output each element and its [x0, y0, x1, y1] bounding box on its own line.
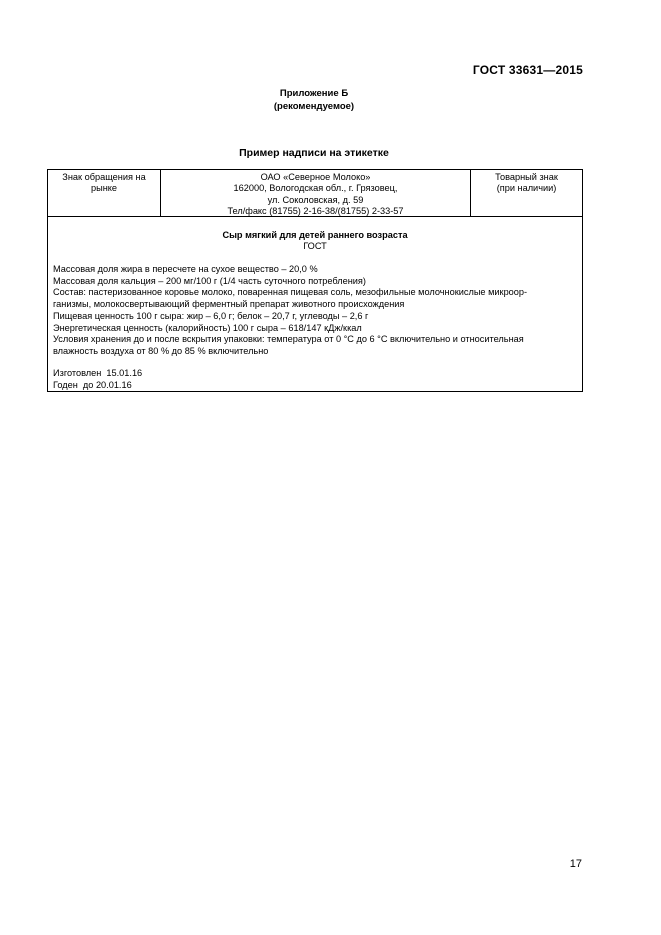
market-mark-line: Знак обращения на — [62, 172, 146, 182]
manufacturer-address: 162000, Вологодская обл., г. Грязовец, — [233, 183, 398, 194]
manufacturer-cell — [161, 170, 471, 216]
info-line: ганизмы, молокосвертывающий ферментный препарат животного происхождения — [53, 299, 405, 310]
appendix-status: (рекомендуемое) — [273, 100, 355, 112]
label-header-row — [48, 170, 582, 217]
manufactured-date: Изготовлен 15.01.16 — [53, 368, 143, 378]
page-number: 17 — [569, 858, 582, 870]
trademark-line: (при наличии) — [496, 183, 557, 194]
market-mark-cell — [48, 170, 161, 216]
info-line: Массовая доля кальция – 200 мг/100 г (1/4 часть суточного потребления) — [53, 275, 366, 286]
label-body — [48, 216, 582, 391]
label-example-table — [47, 169, 583, 392]
info-line: Энергетическая ценность (калорийность) 100 г сыра – 618/147 кДж/ккал — [53, 322, 362, 333]
product-standard: ГОСТ — [303, 241, 327, 251]
standard-code: ГОСТ 33631—2015 — [472, 63, 583, 77]
manufacturer-street: ул. Соколовская, д. 59 — [267, 194, 364, 205]
info-line: Пищевая ценность 100 г сыра: жир – 6,0 г; белок – 20,7 г, углеводы – 2,6 г — [53, 310, 369, 321]
trademark-line: Товарный знак — [495, 172, 558, 182]
trademark-cell — [471, 170, 582, 216]
example-title: Пример надписи на этикетке — [239, 147, 389, 159]
info-line: влажность воздуха от 80 % до 85 % включительно — [53, 345, 269, 356]
manufacturer-phone: Тел/факс (81755) 2-16-38/(81755) 2-33-57 — [227, 205, 404, 216]
product-info — [53, 264, 578, 358]
best-before-date: Годен до 20.01.16 — [53, 379, 132, 390]
info-line: Состав: пастеризованное коровье молоко, поваренная пищевая соль, мезофильные молочнокислые микроор- — [53, 287, 528, 298]
product-name: Сыр мягкий для детей раннего возраста — [222, 230, 408, 240]
date-block — [53, 368, 142, 391]
appendix-title: Приложение Б — [279, 88, 349, 99]
info-line: Условия хранения до и после вскрытия упаковки: температура от 0 °С до 6 °С включительно и относительная — [53, 334, 524, 345]
market-mark-line: рынке — [90, 183, 118, 194]
appendix-heading — [0, 88, 628, 113]
info-line: Массовая доля жира в пересчете на сухое вещество – 20,0 % — [53, 264, 318, 274]
manufacturer-name: ОАО «Северное Молоко» — [260, 172, 371, 182]
